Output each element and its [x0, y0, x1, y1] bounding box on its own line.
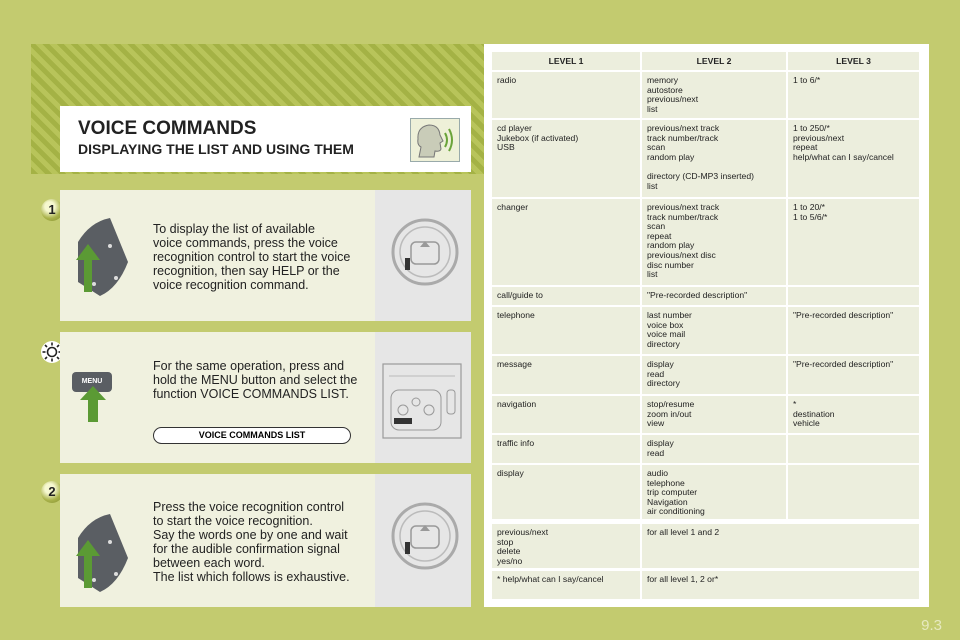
table-cell: stop/resume zoom in/out view	[642, 396, 786, 433]
steering-wheel-image-2	[375, 474, 471, 607]
table-header: LEVEL 3	[788, 52, 919, 70]
page-title: VOICE COMMANDS	[78, 118, 257, 139]
table-cell: radio	[492, 72, 640, 118]
text-line: recognition, then say HELP or the	[153, 264, 340, 278]
step-2-marker: 2	[41, 481, 63, 503]
table-header: LEVEL 2	[642, 52, 786, 70]
table-cell: traffic info	[492, 435, 640, 463]
table-cell: audio telephone trip computer Navigation air conditioning	[642, 465, 786, 519]
table-cell: cd player Jukebox (if activated) USB	[492, 120, 640, 197]
menu-button-label: MENU	[81, 378, 103, 385]
text-line: recognition control to start the voice	[153, 250, 351, 264]
table-cell: * destination vehicle	[788, 396, 919, 433]
text-line: To display the list of available	[153, 222, 315, 236]
table-cell: for all level 1 and 2	[642, 524, 919, 568]
page-subtitle: DISPLAYING THE LIST AND USING THEM	[78, 141, 354, 157]
table-cell: memory autostore previous/next list	[642, 72, 786, 118]
table-cell: call/guide to	[492, 287, 640, 305]
text-line: hold the MENU button and select the	[153, 373, 358, 387]
table-cell: previous/next stop delete yes/no	[492, 524, 640, 568]
table-cell: previous/next track track number/track scan repeat random play previous/next disc disc number list	[642, 199, 786, 285]
table-cell: message	[492, 356, 640, 394]
table-cell: * help/what can I say/cancel	[492, 571, 640, 599]
table-cell: display	[492, 465, 640, 519]
table-cell: previous/next track track number/track scan random play directory (CD-MP3 inserted) list	[642, 120, 786, 197]
steering-wheel-image-1	[375, 190, 471, 321]
step-1-marker: 1	[41, 199, 63, 221]
text-line: voice commands, press the voice	[153, 236, 338, 250]
stalk-control-image-1	[70, 212, 134, 307]
table-cell: for all level 1, 2 or*	[642, 571, 919, 599]
step-2-text	[153, 500, 350, 584]
table-cell: navigation	[492, 396, 640, 433]
table-cell: telephone	[492, 307, 640, 354]
table-cell: "Pre-recorded description"	[788, 307, 919, 354]
audio-unit-image	[375, 332, 471, 463]
table-header: LEVEL 1	[492, 52, 640, 70]
table-cell	[788, 465, 919, 519]
step-1-text	[153, 222, 350, 292]
text-line: between each word.	[153, 556, 265, 570]
page-number: 9.3	[921, 617, 942, 634]
table-cell: "Pre-recorded description"	[642, 287, 786, 305]
table-cell: 1 to 6/*	[788, 72, 919, 118]
text-line: to start the voice recognition.	[153, 514, 313, 528]
text-line: Press the voice recognition control	[153, 500, 345, 514]
table-cell: last number voice box voice mail directory	[642, 307, 786, 354]
text-line: for the audible confirmation signal	[153, 542, 340, 556]
table-cell	[788, 435, 919, 463]
table-cell: display read	[642, 435, 786, 463]
voice-head-icon	[410, 118, 460, 162]
table-cell: "Pre-recorded description"	[788, 356, 919, 394]
table-cell: 1 to 250/* previous/next repeat help/what can I say/cancel	[788, 120, 919, 197]
text-line: function VOICE COMMANDS LIST.	[153, 387, 349, 401]
text-line: The list which follows is exhaustive.	[153, 570, 350, 584]
voice-commands-table	[484, 44, 929, 607]
table-cell	[788, 287, 919, 305]
table-cell: display read directory	[642, 356, 786, 394]
text-line: Say the words one by one and wait	[153, 528, 348, 542]
tip-text	[153, 359, 357, 401]
text-line: For the same operation, press and	[153, 359, 345, 373]
voice-commands-list-menu-item: VOICE COMMANDS LIST	[153, 427, 351, 444]
table-cell: 1 to 20/* 1 to 5/6/*	[788, 199, 919, 285]
table-cell: changer	[492, 199, 640, 285]
stalk-control-image-2	[70, 508, 134, 603]
text-line: voice recognition command.	[153, 278, 309, 292]
